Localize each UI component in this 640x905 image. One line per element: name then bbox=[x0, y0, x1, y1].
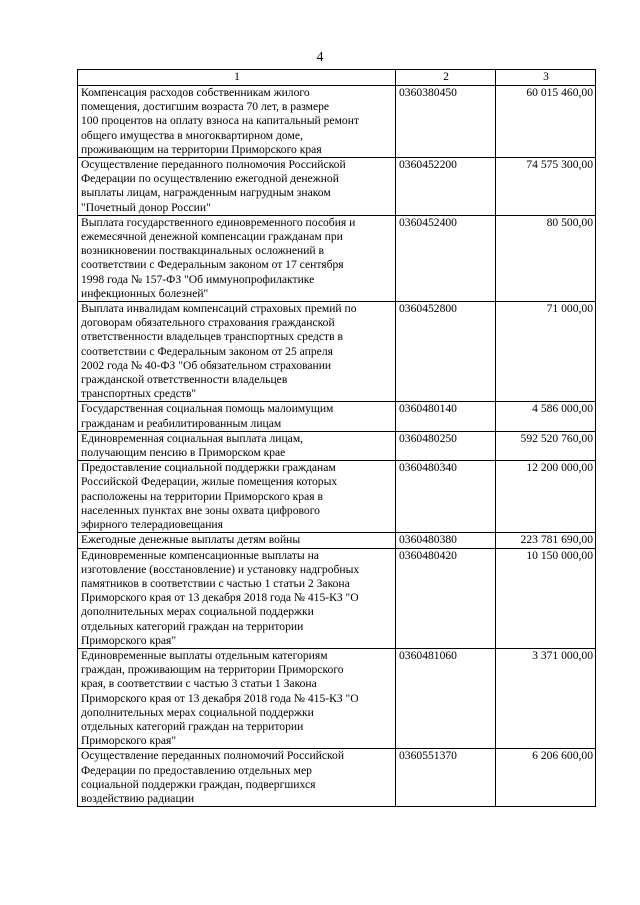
description-line: ответственности владельцев транспортных средств в bbox=[81, 330, 343, 344]
description-line: отдельных категорий граждан на территории bbox=[81, 719, 304, 733]
row-description bbox=[78, 749, 396, 807]
description-line: Приморского края от 13 декабря 2018 года № 415-КЗ "О bbox=[81, 591, 359, 605]
table-row bbox=[78, 158, 596, 216]
row-amount: 3 371 000,00 bbox=[496, 648, 596, 748]
row-amount: 223 781 690,00 bbox=[496, 533, 596, 548]
description-line: Федерации по осуществлению ежегодной денежной bbox=[81, 172, 339, 186]
description-line: края, в соответствии с частью 3 статьи 1 Закона bbox=[81, 677, 317, 691]
row-code: 0360480250 bbox=[396, 431, 496, 460]
row-amount: 71 000,00 bbox=[496, 302, 596, 402]
description-line: "Почетный донор России" bbox=[81, 200, 211, 214]
description-line: Ежегодные денежные выплаты детям войны bbox=[81, 533, 301, 547]
row-code: 0360480380 bbox=[396, 533, 496, 548]
row-amount: 80 500,00 bbox=[496, 215, 596, 301]
description-line: эфирного телерадиовещания bbox=[81, 518, 223, 532]
description-line: Выплата государственного единовременного пособия и bbox=[81, 215, 356, 229]
description-line: договорам обязательного страхования гражданской bbox=[81, 316, 335, 330]
row-description bbox=[78, 302, 396, 402]
table-row bbox=[78, 431, 596, 460]
row-code: 0360480420 bbox=[396, 548, 496, 648]
row-amount: 12 200 000,00 bbox=[496, 461, 596, 533]
row-code: 0360480140 bbox=[396, 402, 496, 431]
description-line: расположены на территории Приморского края в bbox=[81, 489, 323, 503]
row-description bbox=[78, 648, 396, 748]
column-header-1: 1 bbox=[78, 70, 396, 86]
description-line: дополнительных мерах социальной поддержки bbox=[81, 705, 314, 719]
table-row bbox=[78, 548, 596, 648]
description-line: общего имущества в многоквартирном доме, bbox=[81, 128, 303, 142]
description-line: социальной поддержки граждан, подвергшихся bbox=[81, 777, 316, 791]
row-description bbox=[78, 158, 396, 216]
description-line: гражданам и реабилитированным лицам bbox=[81, 416, 282, 430]
table-row bbox=[78, 215, 596, 301]
row-amount: 6 206 600,00 bbox=[496, 749, 596, 807]
table-row bbox=[78, 302, 596, 402]
table-body bbox=[78, 86, 596, 807]
row-description bbox=[78, 86, 396, 158]
description-line: получающим пенсию в Приморском крае bbox=[81, 446, 286, 460]
column-header-3: 3 bbox=[496, 70, 596, 86]
row-description bbox=[78, 431, 396, 460]
table-row bbox=[78, 749, 596, 807]
description-line: инфекционных болезней" bbox=[81, 286, 209, 300]
row-description bbox=[78, 533, 396, 548]
table-row bbox=[78, 533, 596, 548]
description-line: транспортных средств" bbox=[81, 387, 197, 401]
table-row bbox=[78, 648, 596, 748]
row-amount: 74 575 300,00 bbox=[496, 158, 596, 216]
description-line: Приморского края" bbox=[81, 734, 177, 748]
description-line: возникновении поствакцинальных осложнений в bbox=[81, 244, 324, 258]
table-header-row bbox=[78, 70, 596, 86]
description-line: выплаты лицам, награжденным нагрудным знаком bbox=[81, 186, 331, 200]
description-line: Российской Федерации, жилые помещения которых bbox=[81, 475, 338, 489]
row-description bbox=[78, 402, 396, 431]
row-amount: 60 015 460,00 bbox=[496, 86, 596, 158]
description-line: помещения, достигшим возраста 70 лет, в размере bbox=[81, 100, 330, 114]
description-line: 2002 года № 40-ФЗ "Об обязательном страховании bbox=[81, 358, 332, 372]
row-amount: 592 520 760,00 bbox=[496, 431, 596, 460]
description-line: 100 процентов на оплату взноса на капитальный ремонт bbox=[81, 114, 359, 128]
row-amount: 10 150 000,00 bbox=[496, 548, 596, 648]
description-line: граждан, проживающим на территории Приморского bbox=[81, 663, 344, 677]
description-line: соответствии с Федеральным законом от 25 апреля bbox=[81, 344, 333, 358]
description-line: 1998 года № 157-ФЗ "Об иммунопрофилактике bbox=[81, 272, 315, 286]
description-line: Осуществление переданных полномочий Российской bbox=[81, 749, 345, 763]
description-line: проживающим на территории Приморского края bbox=[81, 142, 322, 156]
description-line: Выплата инвалидам компенсаций страховых премий по bbox=[81, 302, 357, 316]
column-header-2: 2 bbox=[396, 70, 496, 86]
description-line: дополнительных мерах социальной поддержки bbox=[81, 605, 314, 619]
description-line: гражданской ответственности владельцев bbox=[81, 373, 288, 387]
row-code: 0360380450 bbox=[396, 86, 496, 158]
description-line: соответствии с Федеральным законом от 17 сентября bbox=[81, 258, 344, 272]
description-line: отдельных категорий граждан на территории bbox=[81, 619, 304, 633]
row-code: 0360452400 bbox=[396, 215, 496, 301]
page-number: 4 bbox=[316, 50, 324, 65]
description-line: ежемесячной денежной компенсации гражданам при bbox=[81, 230, 343, 244]
table-row bbox=[78, 461, 596, 533]
row-amount: 4 586 000,00 bbox=[496, 402, 596, 431]
budget-table bbox=[77, 69, 596, 807]
description-line: Приморского края от 13 декабря 2018 года № 415-КЗ "О bbox=[81, 691, 359, 705]
description-line: воздействию радиации bbox=[81, 791, 195, 805]
description-line: Компенсация расходов собственникам жилого bbox=[81, 86, 310, 99]
description-line: Федерации по предоставлению отдельных мер bbox=[81, 763, 312, 777]
description-line: Осуществление переданного полномочия Российской bbox=[81, 158, 346, 172]
row-code: 0360480340 bbox=[396, 461, 496, 533]
row-code: 0360452200 bbox=[396, 158, 496, 216]
row-code: 0360551370 bbox=[396, 749, 496, 807]
row-description bbox=[78, 215, 396, 301]
row-description bbox=[78, 548, 396, 648]
description-line: изготовление (восстановление) и установку надгробных bbox=[81, 562, 360, 576]
table-row bbox=[78, 402, 596, 431]
description-line: населенных пунктах вне зоны охвата цифрового bbox=[81, 503, 320, 517]
description-line: Единовременная социальная выплата лицам, bbox=[81, 431, 304, 445]
row-code: 0360452800 bbox=[396, 302, 496, 402]
row-code: 0360481060 bbox=[396, 648, 496, 748]
table-row bbox=[78, 86, 596, 158]
description-line: Предоставление социальной поддержки гражданам bbox=[81, 461, 336, 475]
description-line: Единовременные компенсационные выплаты на bbox=[81, 548, 319, 562]
description-line: Приморского края" bbox=[81, 633, 177, 647]
description-line: Государственная социальная помощь малоимущим bbox=[81, 402, 334, 416]
row-description bbox=[78, 461, 396, 533]
description-line: памятников в соответствии с частью 1 статьи 2 Закона bbox=[81, 576, 350, 590]
description-line: Единовременные выплаты отдельным категориям bbox=[81, 648, 328, 662]
